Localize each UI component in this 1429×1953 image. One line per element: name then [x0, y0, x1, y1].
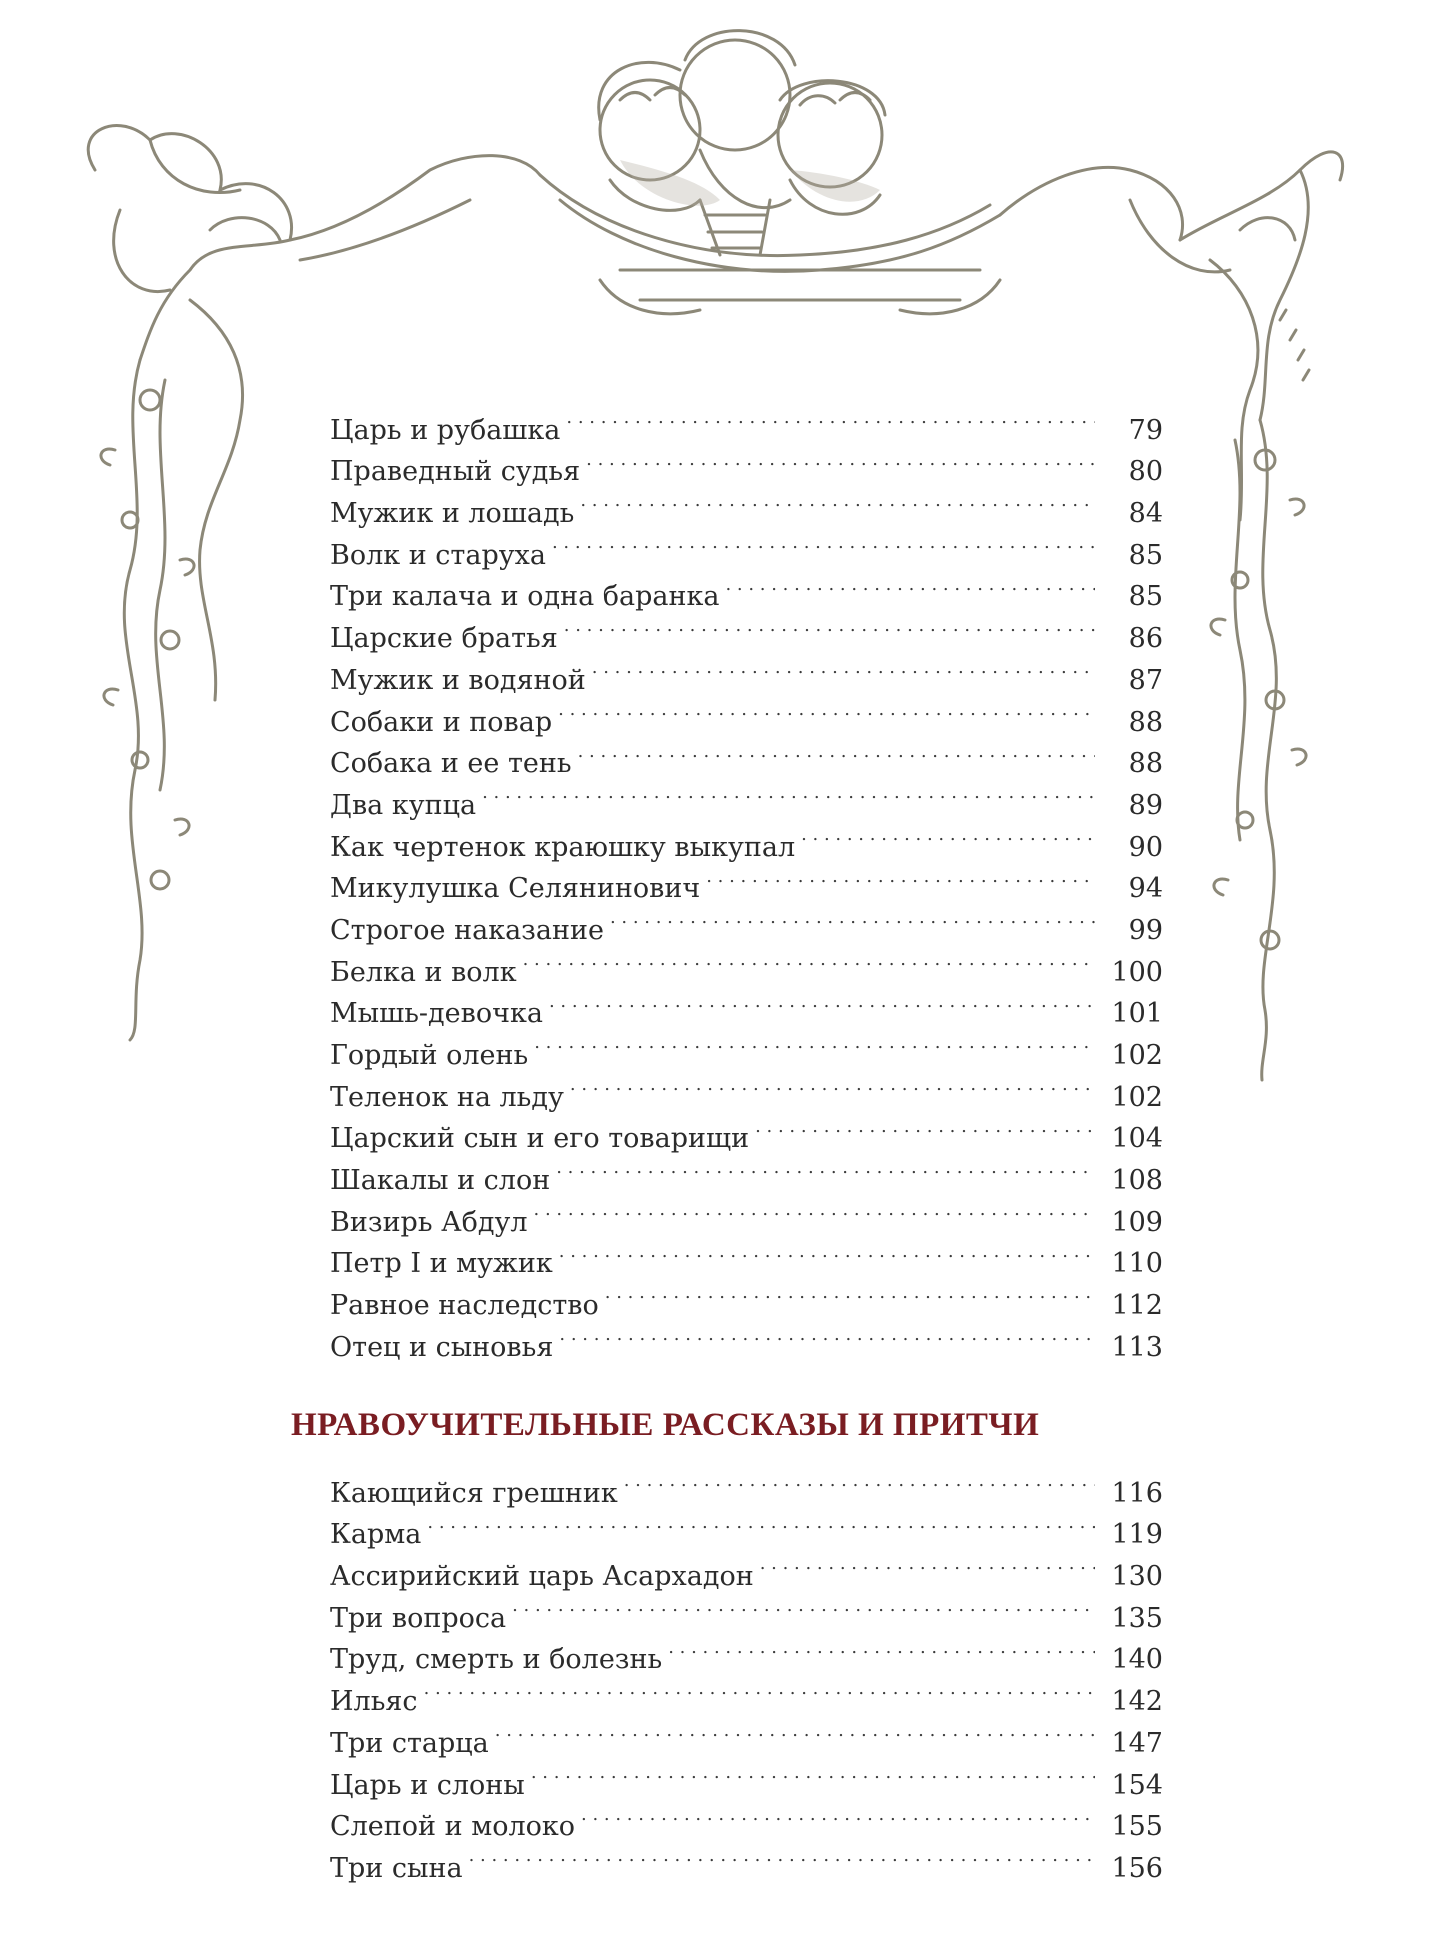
toc-entry-title: Как чертенок краюшку выкупал [330, 831, 796, 863]
toc-entry-page: 112 [1111, 1290, 1163, 1322]
toc-entry [330, 1668, 1163, 1718]
toc-entry-page: 100 [1111, 956, 1163, 988]
toc-entry-title: Мужик и водяной [330, 664, 586, 696]
toc-entry-title: Мужик и лошадь [330, 498, 575, 530]
toc-entry-page: 85 [1128, 539, 1163, 571]
toc-entry-page: 90 [1128, 831, 1163, 863]
toc-entry [330, 1710, 1163, 1759]
toc-dot-leader [534, 1189, 1096, 1231]
toc-entry-title: Царские братья [330, 623, 558, 655]
toc-dot-leader [552, 522, 1095, 564]
toc-entry [330, 1502, 1163, 1551]
toc-entry-page: 130 [1111, 1561, 1163, 1593]
toc-dot-leader [549, 981, 1095, 1023]
toc-entry-title: Царь и рубашка [330, 414, 561, 446]
toc-dot-leader [624, 1460, 1095, 1502]
section-heading: НРАВОУЧИТЕЛЬНЫЕ РАССКАЗЫ И ПРИТЧИ [291, 1407, 1040, 1443]
toc-entry-page: 88 [1128, 748, 1163, 780]
toc-dot-leader [592, 647, 1095, 689]
toc-dot-leader [523, 939, 1095, 981]
toc-dot-leader [531, 1752, 1095, 1794]
toc-entry-page: 154 [1111, 1769, 1163, 1801]
toc-dot-leader [668, 1627, 1095, 1669]
toc-entry-title: Ассирийский царь Асархадон [330, 1561, 754, 1593]
toc-dot-leader [586, 439, 1095, 481]
toc-entry-page: 102 [1111, 1040, 1163, 1071]
toc-entry-title: Волк и старуха [330, 539, 546, 571]
toc-dot-leader [424, 1668, 1095, 1710]
toc-dot-leader [534, 1022, 1095, 1064]
toc-entry-page: 89 [1128, 789, 1163, 821]
toc-dot-leader [469, 1835, 1095, 1877]
toc-dot-leader [512, 1585, 1095, 1627]
toc-entry-title: Три сына [330, 1852, 463, 1884]
toc-entry-title: Три калача и одна баранка [330, 581, 720, 613]
toc-dot-leader [760, 1543, 1095, 1585]
toc-entry-page: 109 [1111, 1206, 1163, 1238]
toc-entry-page: 110 [1111, 1248, 1163, 1280]
toc-entry-page: 104 [1111, 1123, 1163, 1155]
toc-entry-page: 86 [1128, 623, 1163, 655]
toc-entry-title: Шакалы и слон [330, 1165, 551, 1197]
toc-entry-page: 119 [1111, 1519, 1163, 1551]
toc-dot-leader [605, 1272, 1095, 1314]
toc-entry-page: 140 [1111, 1644, 1163, 1676]
toc-entry-page: 113 [1111, 1331, 1163, 1363]
toc-entry-title: Строгое наказание [330, 914, 604, 946]
toc-entry-page: 155 [1111, 1811, 1163, 1843]
toc-entry-title: Слепой и молоко [330, 1811, 575, 1843]
toc-entry-page: 94 [1128, 873, 1163, 905]
toc-entry-title: Гордый олень [330, 1040, 529, 1071]
toc-entry-title: Царь и слоны [330, 1769, 525, 1801]
toc-dot-leader [566, 397, 1095, 439]
toc-entry-page: 79 [1128, 414, 1163, 446]
toc-entry-title: Белка и волк [330, 956, 517, 988]
toc-entry-title: Труд, смерть и болезнь [330, 1644, 663, 1676]
toc-dot-leader [580, 480, 1095, 522]
toc-entry-page: 84 [1128, 498, 1163, 530]
toc-dot-leader [559, 1314, 1095, 1356]
toc-entry-title: Собака и ее тень [330, 748, 572, 780]
toc-dot-leader [610, 897, 1095, 939]
toc-entry-title: Отец и сыновья [330, 1331, 554, 1363]
toc-dot-leader [725, 564, 1095, 606]
toc-entry-page: 142 [1111, 1686, 1163, 1718]
toc-dot-leader [558, 689, 1095, 731]
toc-entry-title: Праведный судья [330, 456, 581, 488]
toc-main-list [330, 397, 1163, 1363]
toc-dot-leader [482, 772, 1095, 814]
toc-entry [330, 397, 1163, 446]
toc-entry-page: 87 [1128, 664, 1163, 696]
toc-entry-page: 135 [1111, 1602, 1163, 1634]
toc-entry-title: Петр I и мужик [330, 1248, 553, 1280]
toc-entry-page: 99 [1128, 914, 1163, 946]
toc-dot-leader [801, 814, 1095, 856]
toc-dot-leader [427, 1502, 1095, 1544]
toc-entry-title: Три вопроса [330, 1602, 507, 1634]
toc-entry-page: 88 [1128, 706, 1163, 738]
toc-dot-leader [755, 1106, 1095, 1148]
toc-entry-title: Собаки и повар [330, 706, 553, 738]
toc-entry [330, 1543, 1163, 1593]
toc-entry-page: 102 [1111, 1081, 1163, 1113]
toc-entry [330, 1460, 1163, 1509]
toc-entry-page: 147 [1111, 1727, 1163, 1759]
toc-entry-title: Равное наследство [330, 1290, 599, 1322]
toc-entry-page: 85 [1128, 581, 1163, 613]
toc-entry-title: Карма [330, 1519, 422, 1551]
toc-dot-leader [578, 731, 1095, 773]
toc-dot-leader [564, 605, 1095, 647]
toc-dot-leader [570, 1064, 1095, 1106]
toc-entry-page: 116 [1111, 1477, 1163, 1509]
toc-dot-leader [495, 1710, 1095, 1752]
toc-entry-title: Теленок на льду [330, 1081, 564, 1113]
toc-section-list [330, 1460, 1163, 1884]
toc-entry-title: Микулушка Селянинович [330, 873, 701, 905]
toc-dot-leader [706, 856, 1095, 898]
toc-dot-leader [556, 1147, 1095, 1189]
toc-entry-title: Два купца [330, 789, 477, 821]
toc-entry-page: 80 [1128, 456, 1163, 488]
toc-entry-title: Царский сын и его товарищи [330, 1123, 750, 1155]
toc-entry-title: Визирь Абдул [330, 1206, 528, 1238]
toc-entry-title: Мышь-девочка [330, 998, 543, 1030]
toc-entry-title: Три старца [330, 1727, 489, 1759]
toc-dot-leader [581, 1794, 1095, 1836]
toc-entry-title: Ильяс [330, 1686, 418, 1718]
toc-entry-title: Кающийся грешник [330, 1477, 618, 1509]
toc-dot-leader [559, 1231, 1095, 1273]
toc-entry-page: 156 [1111, 1852, 1163, 1884]
toc-entry-page: 101 [1111, 998, 1163, 1030]
toc-entry-page: 108 [1111, 1165, 1163, 1197]
